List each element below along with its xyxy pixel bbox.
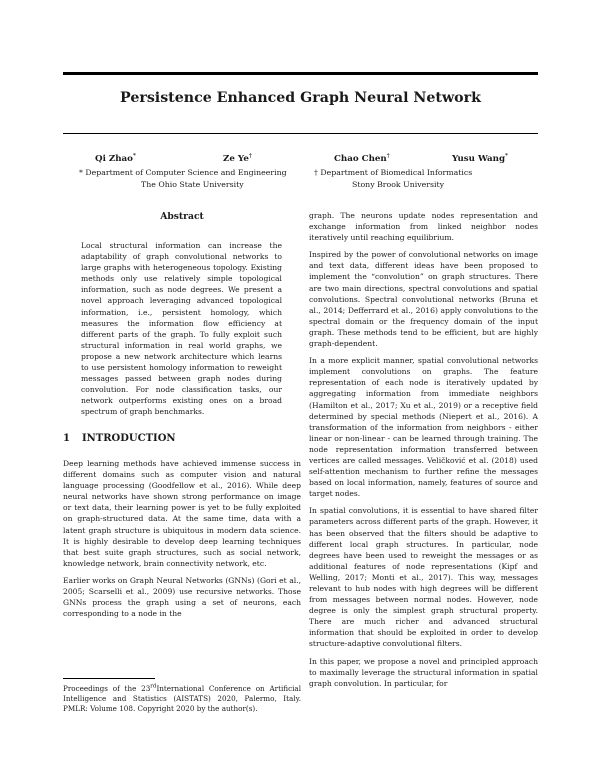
affiliation-osu: The Ohio State University [141,180,244,189]
right-paragraph-5: In this paper, we propose a novel and principled approach to maximally leverage the structural information in spatial graph convolution. In particular, for [309,656,538,688]
author-yusu-wang: Yusu Wang* [452,153,508,164]
right-paragraph-4: In spatial convolutions, it is essential to have shared filter parameters across different parts of the graph. However, it has been observed that the filters should be adaptive to different local graph structures. In particular, node degrees have been used to reweight the messages or as additional features of node representations (Kipf and Welling, 2017; Monti et al., 2017). This way, messages relevant to hub nodes with high degrees will be different from messages between normal nodes. However, node degree is only the simplest graph structural property. There are much richer and advanced structural information that should be exploited in order to develop structure-adaptive convolutional filters. [309,506,538,649]
right-paragraph-3: In a more explicit manner, spatial convolutional networks implement convolutions on graphs. The feature representation of each node is iteratively updated by aggregating information from immediate neighbors (Hamilton et al., 2017; Xu et al., 2019) or a receptive field determined by special methods (Niepert et al., 2016). A transformation of the information from neighbors - either linear or non-linear - can be learned through training. The node representation information transferred between vertices are called messages. Veličković et al. (2018) used self-attention mechanism to further refine the messages based on local information, namely, features of source and target nodes. [309,356,538,499]
paper-title: Persistence Enhanced Graph Neural Network [120,90,481,106]
section-number: 1 [63,433,70,444]
abstract-heading: Abstract [160,211,204,222]
title-bottom-rule [63,133,538,134]
affiliation-osu-dept: * Department of Computer Science and Engineering [79,168,287,177]
section-heading-introduction [63,433,176,444]
title-top-rule [63,72,538,75]
author-chao-chen: Chao Chen† [334,153,390,164]
affiliation-sbu: Stony Brook University [352,180,444,189]
author-qi-zhao: Qi Zhao* [95,153,136,164]
abstract-text: Local structural information can increase the adaptability of graph convolutional networks to large graphs with heterogeneous topology. Existing methods only use relatively simple topological information, such as node degrees. We present a novel approach leveraging advanced topological information, i.e., persistent homology, which measures the information flow efficiency at different parts of the graph. To fully exploit such structural information in real world graphs, we propose a new network architecture which learns to use persistent homology information to reweight messages passed between graph nodes during convolution. For node classification tasks, our network outperforms existing ones on a broad spectrum of graph benchmarks. [81,241,282,417]
intro-paragraph-1: Deep learning methods have achieved immense success in different domains such as computer vision and natural language processing (Goodfellow et al., 2016). While deep neural networks have shown strong performance on image or text data, their learning power is yet to be fully exploited on graph-structured data. At the same time, data with a latent graph structure is ubiquitous in modern data science. It is highly desirable to develop deep learning techniques that best suite graph structures, such as social network, knowledge network, brain connectivity network, etc. [63,459,301,568]
left-column-body [63,458,301,625]
affiliation-sbu-dept: † Department of Biomedical Informatics [314,168,473,177]
intro-paragraph-2: Earlier works on Graph Neural Networks (GNNs) (Gori et al., 2005; Scarselli et al., 2009) use recursive networks. Those GNNs process the graph using a set of neurons, each corresponding to a node in the [63,575,301,619]
footnote-rule [63,678,155,679]
right-paragraph-1: graph. The neurons update nodes representation and exchange information from linked neighbor nodes iteratively until reaching equilibrium. [309,211,538,243]
right-column-body [309,210,538,695]
author-ze-ye: Ze Ye† [223,153,252,164]
right-paragraph-2: Inspired by the power of convolutional networks on image and text data, different ideas have been proposed to implement the “convolution” on graph structures. There are two main directions, spectral convolutions and spatial convolutions. Spectral convolutional networks (Bruna et al., 2014; Defferrard et al., 2016) apply convolutions to the spectral domain or the frequency domain of the input graph. These methods tend to be efficient, but are highly graph-dependent. [309,250,538,349]
section-title: INTRODUCTION [81,433,176,444]
proceedings-footnote: Proceedings of the 23rdInternational Conference on Artificial Intelligence and Statistics (AISTATS) 2020, Palermo, Italy. PMLR: Volume 108. Copyright 2020 by the author(s). [63,683,301,714]
